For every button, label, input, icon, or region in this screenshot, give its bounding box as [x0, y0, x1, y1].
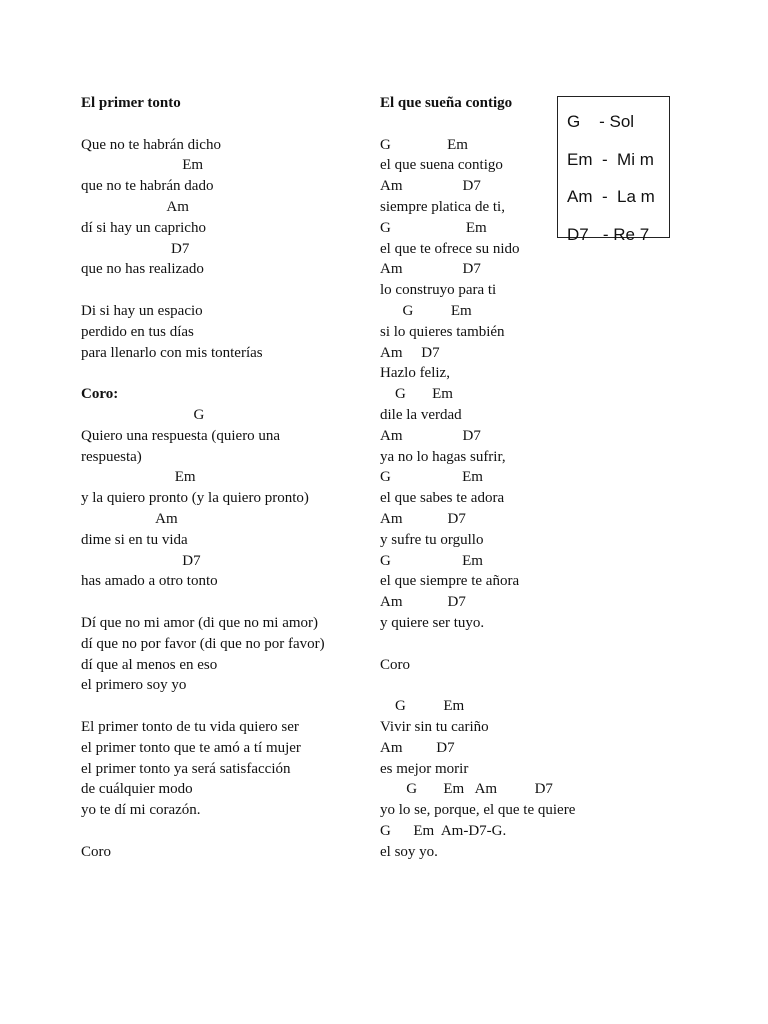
lyric-line: Quiero una respuesta (quiero una: [81, 427, 281, 444]
lyric-line: Coro: [380, 656, 410, 673]
lyric-line: es mejor morir: [380, 760, 469, 777]
lyric-line: si lo quieres también: [380, 323, 505, 340]
chord-line: G Em Am D7: [380, 781, 553, 798]
lyric-line: dí que no por favor (di que no por favor): [81, 635, 325, 652]
chord-line: G Em: [380, 219, 487, 236]
lyric-line: lo construyo para ti: [380, 282, 497, 299]
lyric-line: el que te ofrece su nido: [380, 240, 520, 257]
chord-line: Am D7: [380, 178, 481, 195]
chord-legend-box: [557, 96, 670, 244]
lyric-line: el que sabes te adora: [380, 490, 505, 507]
lyric-line: y sufre tu orgullo: [380, 531, 484, 548]
lyric-line: Di si hay un espacio: [81, 302, 203, 319]
lyric-line: El primer tonto de tu vida quiero ser: [81, 718, 299, 735]
chord-line: Em: [81, 469, 196, 486]
lyric-line: yo te dí mi corazón.: [81, 802, 201, 819]
legend-row: D7 - Re 7: [567, 224, 650, 244]
lyric-line: el primer tonto que te amó a tí mujer: [81, 739, 301, 756]
song-title: El que sueña contigo: [380, 95, 513, 111]
lyric-line: dí que al menos en eso: [81, 656, 218, 673]
song-column-left: [81, 93, 371, 862]
lyric-line: para llenarlo con mis tonterías: [81, 344, 263, 361]
lyric-line: el que suena contigo: [380, 157, 503, 174]
lyric-line: Coro: [81, 843, 111, 860]
chord-line: Am: [81, 198, 189, 215]
song-lyrics: [81, 114, 371, 863]
chord-line: G Em: [380, 136, 468, 153]
lyric-line: dí si hay un capricho: [81, 219, 206, 236]
chord-line: Am D7: [380, 344, 440, 361]
lyric-line: Que no te habrán dicho: [81, 136, 221, 153]
chord-line: Am D7: [380, 427, 481, 444]
legend-row: G - Sol: [567, 112, 635, 131]
lyric-line: el primero soy yo: [81, 677, 187, 694]
lyric-line: yo lo se, porque, el que te quiere: [380, 802, 576, 819]
lyric-line: ya no lo hagas sufrir,: [380, 448, 506, 465]
stanza-gap: [81, 592, 371, 613]
lyric-line: de cuálquier modo: [81, 781, 193, 798]
lyric-line: dile la verdad: [380, 406, 462, 423]
lyric-line: y quiere ser tuyo.: [380, 614, 485, 631]
section-heading: Coro:: [81, 386, 119, 403]
stanza-gap: [380, 675, 630, 696]
lyric-line: y la quiero pronto (y la quiero pronto): [81, 490, 309, 507]
stanza-gap: [81, 363, 371, 384]
lyric-line: perdido en tus días: [81, 323, 194, 340]
lyric-line: siempre platica de ti,: [380, 198, 505, 215]
lyric-line: que no has realizado: [81, 261, 204, 278]
lyric-line: que no te habrán dado: [81, 178, 214, 195]
stanza-gap: [81, 280, 371, 301]
chord-line: G: [81, 406, 205, 423]
chord-line: G Em: [380, 469, 483, 486]
song-title: El primer tonto: [81, 95, 181, 111]
chord-line: Em: [81, 157, 204, 174]
stanza-gap: [81, 821, 371, 842]
chord-line: G Em: [380, 698, 465, 715]
chord-line: G Em: [380, 386, 453, 403]
chord-line: Am D7: [380, 510, 466, 527]
chord-line: Am: [81, 510, 178, 527]
chord-line: G Em: [380, 302, 472, 319]
lyric-line: has amado a otro tonto: [81, 573, 218, 590]
lyric-line: el primer tonto ya será satisfacción: [81, 760, 291, 777]
lyric-line: el que siempre te añora: [380, 573, 520, 590]
lyric-line: dime si en tu vida: [81, 531, 188, 548]
chord-line: Am D7: [380, 261, 481, 278]
chord-line: D7: [81, 240, 190, 257]
lyric-line: Hazlo feliz,: [380, 365, 450, 382]
chord-line: G Em: [380, 552, 483, 569]
chord-line: Am D7: [380, 739, 455, 756]
stanza-gap: [380, 634, 630, 655]
chord-line: G Em Am-D7-G.: [380, 822, 507, 839]
legend-row: Em - Mi m: [567, 149, 654, 169]
stanza-gap: [81, 114, 371, 135]
stanza-gap: [81, 696, 371, 717]
lyric-line: respuesta): [81, 448, 142, 465]
chord-line: Am D7: [380, 594, 466, 611]
legend-row: Am - La m: [567, 187, 655, 206]
lyric-line: Dí que no mi amor (di que no mi amor): [81, 614, 319, 631]
lyric-line: el soy yo.: [380, 843, 438, 860]
chord-line: D7: [81, 552, 201, 569]
lyric-line: Vivir sin tu cariño: [380, 718, 489, 735]
